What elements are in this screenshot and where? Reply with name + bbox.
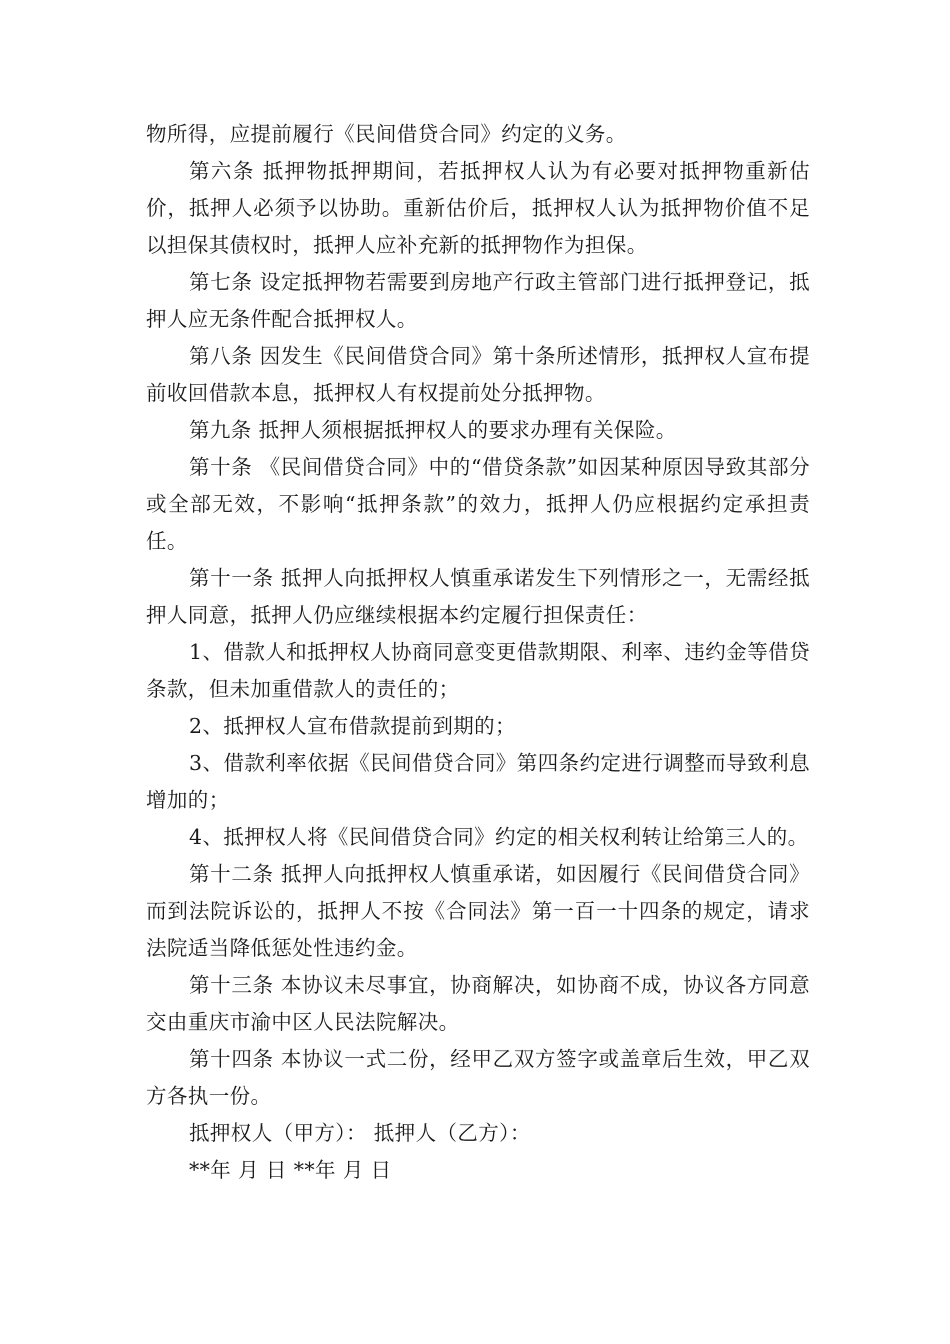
article-13: 第十三条 本协议未尽事宜，协商解决，如协商不成，协议各方同意交由重庆市渝中区人民法院解决。 xyxy=(146,973,810,1034)
article-11-item-4: 4、抵押权人将《民间借贷合同》约定的相关权利转让给第三人的。 xyxy=(189,825,809,849)
article-7: 第七条 设定抵押物若需要到房地产行政主管部门进行抵押登记，抵押人应无条件配合抵押权人。 xyxy=(146,270,810,331)
article-6: 第六条 抵押物抵押期间，若抵押权人认为有必要对抵押物重新估价，抵押人必须予以协助。重新估价后，抵押权人认为抵押物价值不足以担保其债权时，抵押人应补充新的抵押物作为担保。 xyxy=(146,159,810,257)
article-10: 第十条 《民间借贷合同》中的“借贷条款”如因某种原因导致其部分或全部无效，不影响“抵押条款”的效力，抵押人仍应根据约定承担责任。 xyxy=(146,455,810,553)
article-11: 第十一条 抵押人向抵押权人慎重承诺发生下列情形之一，无需经抵押人同意，抵押人仍应继续根据本约定履行担保责任： xyxy=(146,566,810,627)
article-11-item-1: 1、借款人和抵押权人协商同意变更借款期限、利率、违约金等借贷条款，但未加重借款人的责任的； xyxy=(146,640,810,701)
paragraph-continuation: 物所得，应提前履行《民间借贷合同》约定的义务。 xyxy=(146,122,627,146)
article-9: 第九条 抵押人须根据抵押权人的要求办理有关保险。 xyxy=(189,418,677,442)
article-11-item-3: 3、借款利率依据《民间借贷合同》第四条约定进行调整而导致利息增加的； xyxy=(146,751,810,812)
signature-parties: 抵押权人（甲方）： 抵押人（乙方）： xyxy=(189,1121,531,1145)
document-body xyxy=(146,116,810,1189)
article-12: 第十二条 抵押人向抵押权人慎重承诺，如因履行《民间借贷合同》而到法院诉讼的，抵押人不按《合同法》第一百一十四条的规定，请求法院适当降低惩处性违约金。 xyxy=(146,862,810,960)
article-11-item-2: 2、抵押权人宣布借款提前到期的； xyxy=(189,714,516,738)
signature-dates: **年 月 日 **年 月 日 xyxy=(189,1158,392,1182)
article-14: 第十四条 本协议一式二份，经甲乙双方签字或盖章后生效，甲乙双方各执一份。 xyxy=(146,1047,810,1108)
article-8: 第八条 因发生《民间借贷合同》第十条所述情形，抵押权人宣布提前收回借款本息，抵押权人有权提前处分抵押物。 xyxy=(146,344,810,405)
